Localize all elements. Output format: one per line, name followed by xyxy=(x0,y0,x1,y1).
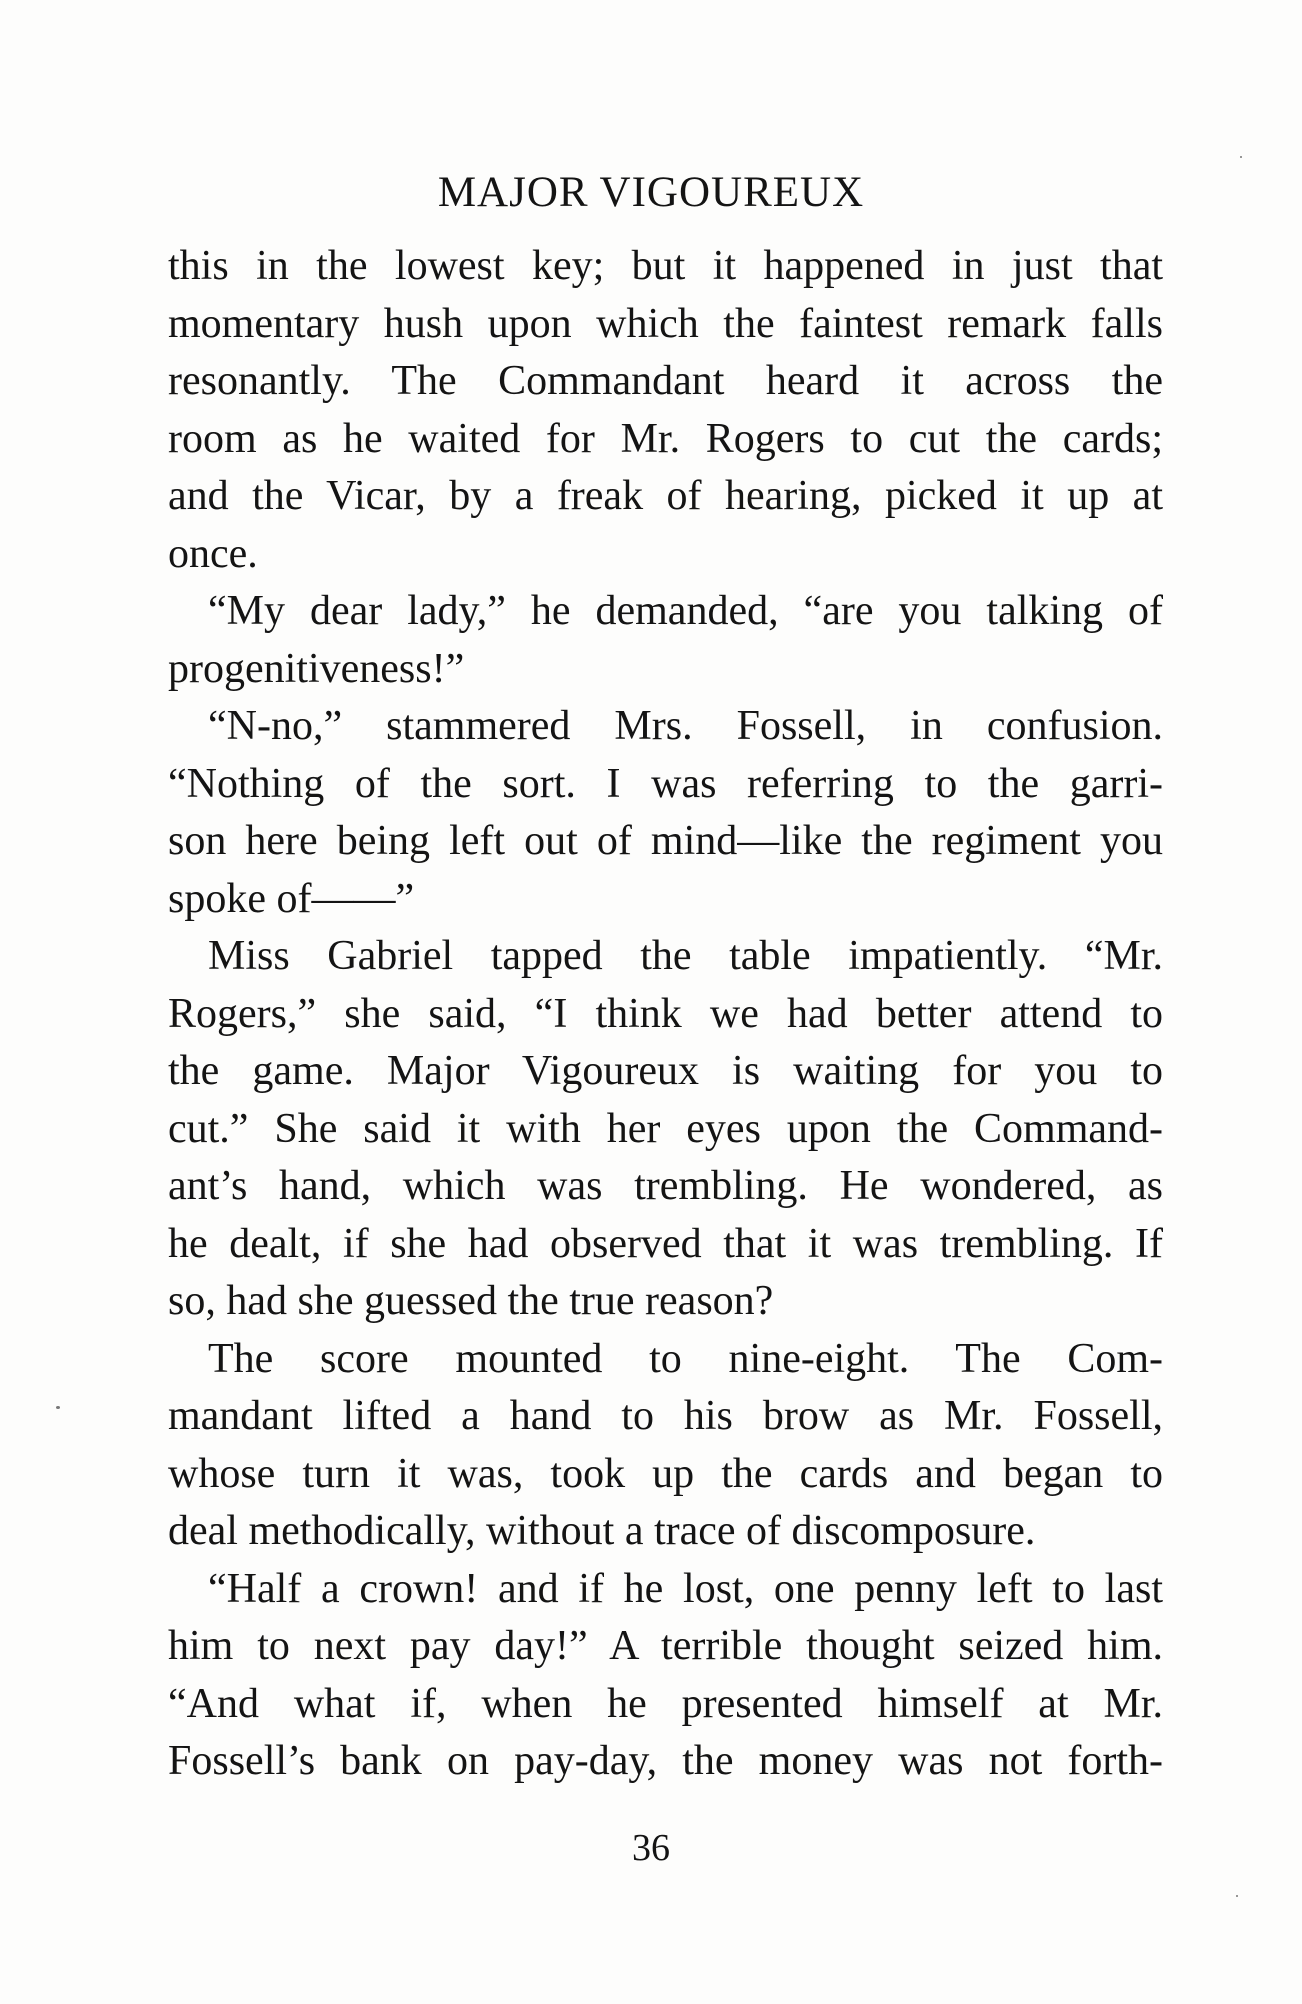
text-line: momentary hush upon which the faintest remark falls xyxy=(168,300,1163,347)
text-line: “N-no,” stammered Mrs. Fossell, in confusion. xyxy=(208,703,1163,749)
paper-speck xyxy=(1236,1895,1238,1897)
text-line: Fossell’s bank on pay-day, the money was not forth- xyxy=(168,1738,1163,1784)
paper-speck xyxy=(56,1406,60,1409)
text-line: once. xyxy=(168,530,258,577)
text-line: whose turn it was, took up the cards and began to xyxy=(168,1450,1163,1497)
text-line: “Nothing of the sort. I was referring to the garri- xyxy=(168,760,1163,807)
text-line: so, had she guessed the true reason? xyxy=(168,1278,774,1324)
text-line: spoke of——” xyxy=(168,875,415,922)
text-line: “Half a crown! and if he lost, one penny left to last xyxy=(208,1565,1163,1612)
paper-speck xyxy=(1240,156,1242,158)
text-line: The score mounted to nine-eight. The Com- xyxy=(208,1335,1163,1382)
paragraph xyxy=(168,238,1163,583)
running-head: MAJOR VIGOUREUX xyxy=(437,169,865,216)
paragraph xyxy=(168,928,1163,1331)
text-line: he dealt, if she had observed that it was trembling. If xyxy=(168,1220,1163,1267)
text-line: ant’s hand, which was trembling. He wondered, as xyxy=(168,1163,1163,1209)
text-line: the game. Major Vigoureux is waiting for you to xyxy=(168,1048,1163,1094)
text-line: this in the lowest key; but it happened in just that xyxy=(168,243,1163,289)
body-text xyxy=(168,238,1163,1791)
text-line: son here being left out of mind—like the regiment you xyxy=(168,818,1163,864)
paragraph xyxy=(168,1331,1163,1561)
text-line: deal methodically, without a trace of discomposure. xyxy=(168,1508,1036,1554)
text-line: cut.” She said it with her eyes upon the Command- xyxy=(168,1105,1163,1152)
text-line: progenitiveness!” xyxy=(168,645,465,692)
text-line: and the Vicar, by a freak of hearing, picked it up at xyxy=(168,473,1163,519)
text-line: Miss Gabriel tapped the table impatiently. “Mr. xyxy=(208,933,1163,979)
text-line: Rogers,” she said, “I think we had better attend to xyxy=(168,990,1163,1037)
page-number: 36 xyxy=(632,1827,670,1869)
paragraph xyxy=(168,1561,1163,1791)
text-line: him to next pay day!” A terrible thought seized him. xyxy=(168,1623,1163,1669)
text-line: “My dear lady,” he demanded, “are you talking of xyxy=(208,588,1163,634)
text-line: resonantly. The Commandant heard it across the xyxy=(168,358,1163,404)
paragraph xyxy=(168,583,1163,698)
text-line: room as he waited for Mr. Rogers to cut the cards; xyxy=(168,415,1163,462)
paragraph xyxy=(168,698,1163,928)
text-line: mandant lifted a hand to his brow as Mr. Fossell, xyxy=(168,1393,1163,1439)
text-line: “And what if, when he presented himself at Mr. xyxy=(168,1680,1163,1727)
